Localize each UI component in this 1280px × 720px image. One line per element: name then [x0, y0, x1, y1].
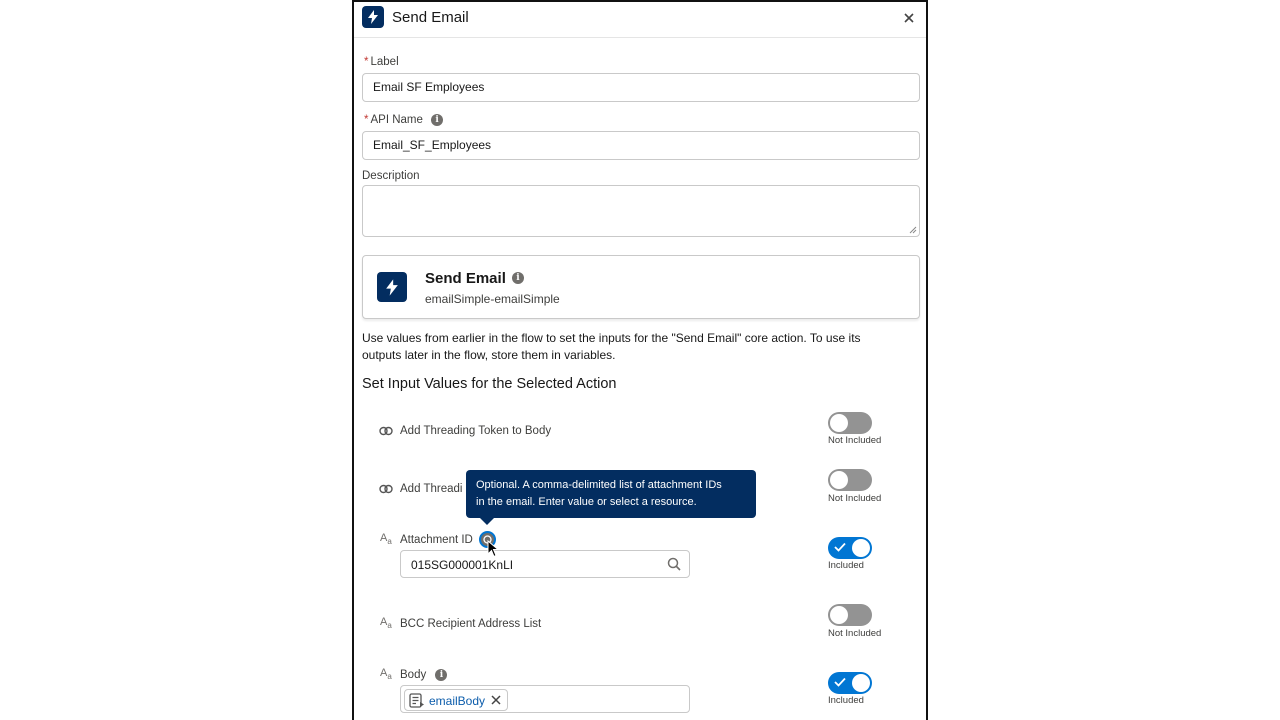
toggle-knob — [830, 414, 848, 432]
param-toggle[interactable] — [828, 604, 872, 626]
close-icon — [904, 13, 914, 23]
section-title: Set Input Values for the Selected Action — [362, 376, 617, 392]
link-icon — [379, 426, 393, 436]
attachment-id-tooltip — [466, 470, 756, 518]
action-title: Send Email — [425, 270, 506, 287]
check-icon — [834, 677, 846, 687]
description-textarea[interactable] — [362, 185, 920, 237]
param-toggle[interactable] — [828, 672, 872, 694]
label-field-label — [364, 56, 399, 68]
lookup-value: 015SG000001KnLI — [411, 558, 514, 572]
toggle-knob — [852, 674, 870, 692]
info-icon[interactable]: i — [512, 272, 524, 284]
info-icon[interactable]: i — [435, 669, 447, 681]
param-status: Not Included — [828, 493, 882, 504]
label-text: Label — [370, 56, 399, 68]
help-text: Use values from earlier in the flow to set the inputs for the "Send Email" core action. To use its outputs later in the flow, store them in variables. — [362, 331, 861, 362]
close-button[interactable] — [898, 7, 920, 29]
param-status: Included — [828, 560, 864, 571]
toggle-knob — [830, 606, 848, 624]
param-status: Not Included — [828, 435, 882, 446]
tooltip-arrow — [479, 517, 495, 525]
check-icon — [834, 542, 846, 552]
text-type-icon: $A_a$ — [380, 667, 392, 682]
toggle-knob — [830, 471, 848, 489]
param-status: Not Included — [828, 628, 882, 639]
toggle-knob — [852, 539, 870, 557]
param-status: Included — [828, 695, 864, 706]
resize-grip-icon[interactable] — [909, 226, 917, 234]
param-toggle[interactable] — [828, 537, 872, 559]
param-label: BCC Recipient Address List — [400, 618, 542, 630]
text-template-icon — [409, 693, 425, 708]
param-label: Add Threading Token to Body — [400, 425, 552, 437]
api-name-input[interactable]: Email_SF_Employees — [362, 131, 920, 160]
required-mark: * — [364, 114, 369, 127]
send-email-panel — [352, 0, 928, 720]
param-toggle[interactable] — [828, 412, 872, 434]
param-toggle[interactable] — [828, 469, 872, 491]
api-name-field-label — [364, 114, 443, 126]
tooltip-line: in the email. Enter value or select a resource. — [476, 496, 697, 508]
param-label: Body — [400, 669, 427, 682]
attachment-id-lookup[interactable] — [400, 550, 690, 578]
api-name-text: API Name — [370, 114, 423, 127]
panel-header — [354, 2, 926, 38]
search-icon[interactable] — [667, 557, 681, 571]
param-label: Attachment ID — [400, 534, 473, 546]
param-label-body — [400, 669, 447, 681]
param-label: Add Threadi — [400, 483, 463, 495]
action-card — [362, 255, 920, 319]
link-icon — [379, 484, 393, 494]
label-input[interactable]: Email SF Employees — [362, 73, 920, 102]
lightning-icon — [362, 6, 384, 28]
text-type-icon: $A_a$ — [380, 616, 392, 631]
remove-icon[interactable] — [490, 694, 502, 706]
panel-title: Send Email — [392, 9, 469, 26]
tooltip-line: Optional. A comma-delimited list of attachment IDs — [476, 479, 722, 491]
body-resource-input[interactable] — [400, 685, 690, 713]
action-subtitle: emailSimple-emailSimple — [425, 292, 560, 306]
pill-label: emailBody — [429, 694, 486, 708]
resource-pill[interactable] — [404, 689, 508, 711]
info-icon[interactable]: i — [431, 114, 443, 126]
description-field-label: Description — [362, 170, 420, 182]
text-type-icon: $A_a$ — [380, 532, 392, 547]
mouse-cursor-icon — [487, 540, 499, 558]
required-mark: * — [364, 56, 369, 68]
lightning-icon — [377, 272, 407, 302]
